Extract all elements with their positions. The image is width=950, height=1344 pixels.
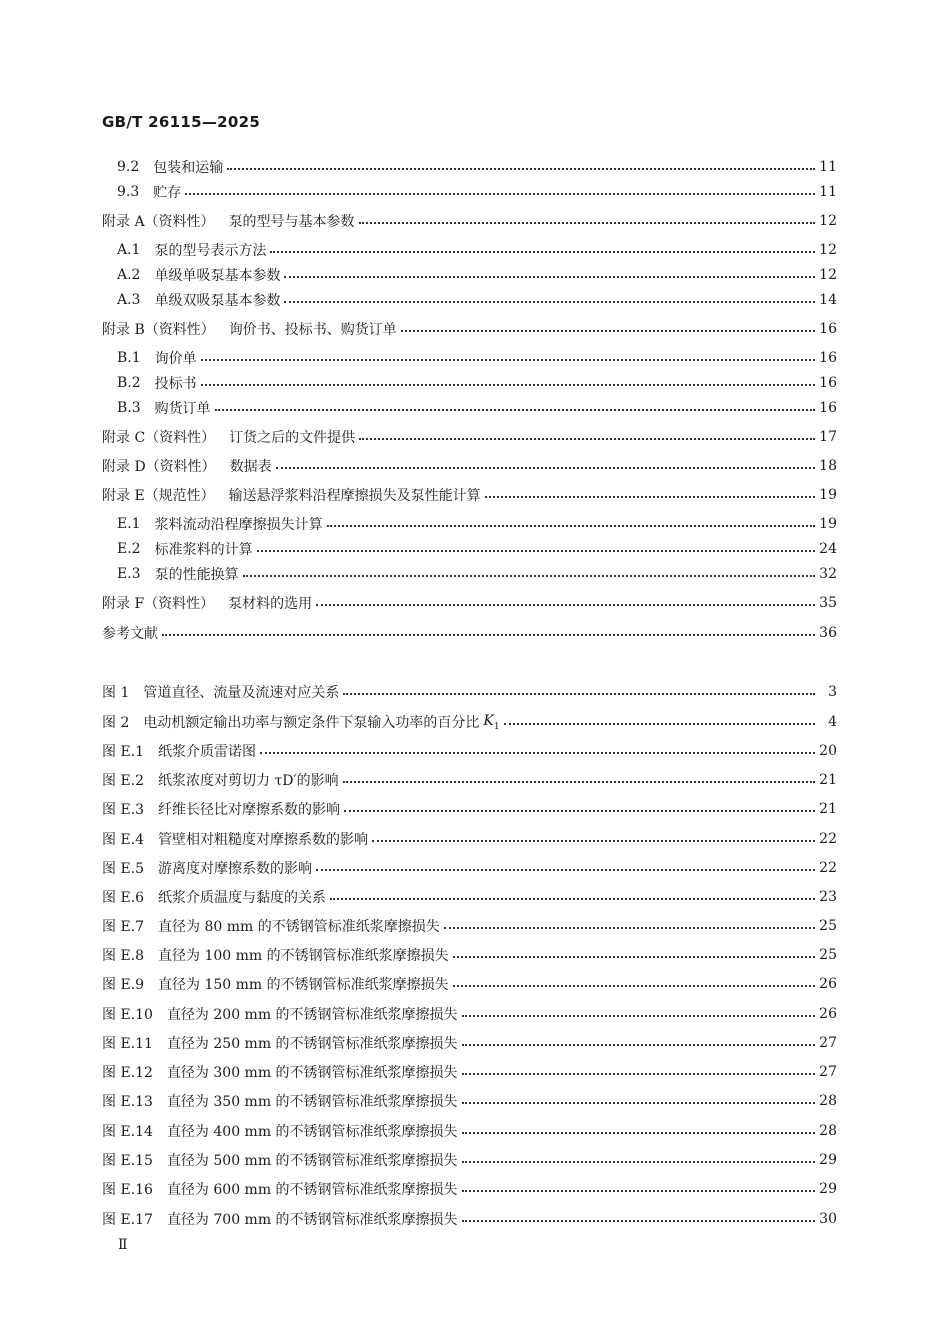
- dot-leader: [260, 740, 815, 762]
- toc-entry-row[interactable]: [117, 181, 837, 203]
- figure-entry-page-number: 30: [819, 1211, 837, 1227]
- toc-entry-row[interactable]: [117, 397, 837, 419]
- toc-entry-page-number: 17: [819, 429, 837, 445]
- toc-entry-page-number: 12: [819, 267, 837, 283]
- toc-entry-title: 输送悬浮浆料沿程摩擦损失及泵性能计算: [228, 488, 481, 504]
- figure-entry-title: 直径为 250 mm 的不锈钢管标准纸浆摩擦损失: [166, 1036, 458, 1052]
- figure-entry-row[interactable]: [102, 886, 837, 908]
- dot-leader: [462, 1032, 815, 1054]
- toc-entry-row[interactable]: [117, 372, 837, 394]
- figure-entry-row[interactable]: [102, 1178, 837, 1200]
- dot-leader: [462, 1003, 815, 1025]
- toc-entry-row[interactable]: [102, 622, 837, 644]
- figure-entry-row[interactable]: [102, 1208, 837, 1230]
- dot-leader: [344, 798, 815, 820]
- toc-entry-row[interactable]: [117, 156, 837, 178]
- figure-entry-number: 图 E.7: [102, 919, 145, 935]
- toc-entry-title: 泵材料的选用: [228, 596, 313, 612]
- toc-entry-number: B.3: [117, 400, 141, 416]
- figure-entry-title: 管壁相对粗糙度对摩擦系数的影响: [158, 832, 369, 848]
- figure-entry-title: 直径为 150 mm 的不锈钢管标准纸浆摩擦损失: [158, 977, 449, 993]
- dot-leader: [316, 857, 815, 879]
- figure-entry-number: 图 E.16: [102, 1182, 153, 1198]
- dot-leader: [453, 944, 815, 966]
- toc-entry-row[interactable]: [117, 289, 837, 311]
- toc-entry-row[interactable]: [117, 239, 837, 261]
- figure-entry-title: 直径为 700 mm 的不锈钢管标准纸浆摩擦损失: [166, 1212, 458, 1228]
- toc-entry-title: 泵的性能换算: [154, 567, 239, 583]
- figure-entry-title: 电动机额定输出功率与额定条件下泵输入功率的百分比: [143, 715, 480, 731]
- toc-entry-page-number: 11: [819, 159, 837, 175]
- figure-entry-row[interactable]: [102, 769, 837, 791]
- dot-leader: [185, 181, 815, 203]
- toc-entry-number: 附录 C（资料性）: [102, 430, 216, 446]
- dot-leader: [215, 397, 815, 419]
- dot-leader: [257, 538, 815, 560]
- toc-entry-page-number: 12: [819, 213, 837, 229]
- toc-entry-number: A.3: [117, 292, 141, 308]
- figure-entry-number: 图 E.2: [102, 773, 145, 789]
- dot-leader: [462, 1149, 815, 1171]
- toc-entry-number: A.1: [117, 242, 141, 258]
- figure-entry-title: 游离度对摩擦系数的影响: [158, 861, 313, 877]
- toc-entry-number: A.2: [117, 267, 141, 283]
- figure-entry-number: 图 E.8: [102, 948, 145, 964]
- figure-entry-title: 直径为 600 mm 的不锈钢管标准纸浆摩擦损失: [166, 1182, 458, 1198]
- figure-entry-row[interactable]: [102, 1003, 837, 1025]
- toc-entry-row[interactable]: [117, 563, 837, 585]
- figure-entry-row[interactable]: [102, 1090, 837, 1112]
- toc-entry-number: 9.2: [117, 159, 140, 175]
- symbol-k-subscript: 1: [493, 721, 500, 732]
- toc-entry-page-number: 18: [819, 458, 837, 474]
- toc-entry-title: 订货之后的文件提供: [229, 430, 356, 446]
- toc-entry-number: E.3: [117, 566, 141, 582]
- toc-entry-page-number: 24: [819, 541, 837, 557]
- toc-entry-number: 附录 F（资料性）: [102, 596, 215, 612]
- figure-entry-page-number: 25: [819, 918, 837, 934]
- figure-entry-number: 图 E.13: [102, 1094, 153, 1110]
- toc-entry-row[interactable]: [102, 592, 837, 614]
- toc-entry-number: 附录 D（资料性）: [102, 459, 216, 475]
- toc-entry-number: B.2: [117, 375, 141, 391]
- toc-entry-page-number: 16: [819, 350, 837, 366]
- toc-entry-row[interactable]: [117, 513, 837, 535]
- toc-entry-title: 包装和运输: [153, 160, 224, 176]
- toc-entry-number: 附录 E（规范性）: [102, 488, 215, 504]
- dot-leader: [270, 239, 815, 261]
- figure-entry-title: 直径为 80 mm 的不锈钢管标准纸浆摩擦损失: [158, 919, 440, 935]
- figure-entry-page-number: 29: [819, 1152, 837, 1168]
- figure-entry-number: 图 E.3: [102, 802, 145, 818]
- figure-entry-page-number: 28: [819, 1123, 837, 1139]
- dot-leader: [462, 1090, 815, 1112]
- toc-entry-page-number: 32: [819, 566, 837, 582]
- figure-entry-page-number: 22: [819, 831, 837, 847]
- dot-leader: [462, 1061, 815, 1083]
- toc-entry-title: 参考文献: [102, 626, 158, 642]
- dot-leader: [327, 513, 815, 535]
- document-code-header: GB/T 26115—2025: [102, 113, 261, 131]
- dot-leader: [284, 264, 815, 286]
- symbol-k1: [483, 713, 499, 732]
- dot-leader: [343, 681, 815, 703]
- figure-entry-title: 纸浆介质雷诺图: [158, 744, 257, 760]
- toc-entry-page-number: 16: [819, 321, 837, 337]
- figure-entry-number: 图 E.11: [102, 1036, 153, 1052]
- figure-entry-page-number: 3: [828, 684, 837, 700]
- dot-leader: [462, 1178, 815, 1200]
- figure-entry-title: 直径为 200 mm 的不锈钢管标准纸浆摩擦损失: [166, 1007, 458, 1023]
- figure-entry-row[interactable]: [102, 915, 837, 937]
- toc-entry-row[interactable]: [117, 264, 837, 286]
- figure-entry-number: 图 E.14: [102, 1124, 153, 1140]
- figure-entry-number: 图 E.6: [102, 890, 145, 906]
- toc-entry-title: 标准浆料的计算: [154, 542, 253, 558]
- figure-entry-title: 直径为 350 mm 的不锈钢管标准纸浆摩擦损失: [166, 1094, 458, 1110]
- dot-leader: [330, 886, 815, 908]
- dot-leader: [444, 915, 815, 937]
- figure-entry-title: 直径为 100 mm 的不锈钢管标准纸浆摩擦损失: [158, 948, 449, 964]
- dot-leader: [462, 1120, 815, 1142]
- toc-entry-row[interactable]: [102, 484, 837, 506]
- figure-entry-row[interactable]: [102, 1120, 837, 1142]
- toc-entry-title: 单级双吸泵基本参数: [154, 293, 281, 309]
- dot-leader: [453, 973, 815, 995]
- figure-entry-title: 直径为 500 mm 的不锈钢管标准纸浆摩擦损失: [166, 1153, 458, 1169]
- figure-entry-page-number: 23: [819, 889, 837, 905]
- dot-leader: [316, 592, 815, 614]
- dot-leader: [276, 455, 815, 477]
- figure-entry-page-number: 21: [819, 772, 837, 788]
- figure-entry-page-number: 27: [819, 1035, 837, 1051]
- figure-entry-number: 图 E.5: [102, 861, 145, 877]
- figure-entry-number: 图 1: [102, 685, 130, 701]
- toc-entry-row[interactable]: [102, 210, 837, 232]
- figure-entry-title: 管道直径、流量及流速对应关系: [143, 685, 340, 701]
- toc-entry-row[interactable]: [102, 455, 837, 477]
- figure-entry-number: 图 E.1: [102, 744, 145, 760]
- figure-entry-page-number: 22: [819, 860, 837, 876]
- toc-entry-title: 询价单: [154, 351, 197, 367]
- figure-entry-page-number: 21: [819, 801, 837, 817]
- figure-entry-title: 直径为 300 mm 的不锈钢管标准纸浆摩擦损失: [166, 1065, 458, 1081]
- toc-entry-title: 浆料流动沿程摩擦损失计算: [154, 517, 323, 533]
- dot-leader: [343, 769, 815, 791]
- figure-entry-title: 纸浆浓度对剪切力 τD′的影响: [158, 773, 339, 789]
- toc-entry-page-number: 35: [819, 595, 837, 611]
- figure-entry-number: 图 2: [102, 715, 130, 731]
- dot-leader: [162, 622, 815, 644]
- figure-entry-page-number: 26: [819, 1006, 837, 1022]
- toc-entry-page-number: 16: [819, 375, 837, 391]
- figure-entry-row[interactable]: [102, 711, 837, 733]
- toc-entry-title: 单级单吸泵基本参数: [154, 268, 281, 284]
- figure-entry-number: 图 E.15: [102, 1153, 153, 1169]
- dot-leader: [485, 484, 815, 506]
- figure-entry-page-number: 4: [828, 714, 837, 730]
- toc-entry-title: 询价书、投标书、购货订单: [228, 322, 397, 338]
- figure-entry-row[interactable]: [102, 973, 837, 995]
- toc-entry-title: 泵的型号表示方法: [154, 243, 267, 259]
- figure-entry-row[interactable]: [102, 1061, 837, 1083]
- toc-entry-title: 贮存: [153, 185, 182, 201]
- toc-entry-page-number: 19: [819, 516, 837, 532]
- dot-leader: [504, 711, 815, 733]
- figure-entry-row[interactable]: [102, 828, 837, 850]
- figure-entry-row[interactable]: [102, 798, 837, 820]
- dot-leader: [201, 372, 815, 394]
- toc-entry-page-number: 14: [819, 292, 837, 308]
- toc-entry-number: B.1: [117, 350, 141, 366]
- figure-entry-row[interactable]: [102, 1032, 837, 1054]
- figure-entry-title: 纤维长径比对摩擦系数的影响: [158, 802, 341, 818]
- figure-entry-title: 纸浆介质温度与黏度的关系: [158, 890, 327, 906]
- figure-entry-row[interactable]: [102, 857, 837, 879]
- toc-entry-page-number: 11: [819, 184, 837, 200]
- dot-leader: [284, 289, 815, 311]
- figure-entry-page-number: 26: [819, 976, 837, 992]
- figure-entry-row[interactable]: [102, 681, 837, 703]
- figure-entry-number: 图 E.17: [102, 1212, 153, 1228]
- page-number-footer: Ⅱ: [118, 1237, 128, 1253]
- figure-entry-number: 图 E.12: [102, 1065, 153, 1081]
- figure-entry-page-number: 20: [819, 743, 837, 759]
- figure-entry-page-number: 27: [819, 1064, 837, 1080]
- dot-leader: [359, 210, 815, 232]
- toc-entry-number: E.1: [117, 516, 141, 532]
- dot-leader: [462, 1208, 815, 1230]
- toc-entry-page-number: 12: [819, 242, 837, 258]
- dot-leader: [401, 318, 815, 340]
- toc-entry-title: 泵的型号与基本参数: [228, 214, 355, 230]
- toc-entry-number: 附录 A（资料性）: [102, 214, 215, 230]
- toc-entry-title: 投标书: [154, 376, 197, 392]
- dot-leader: [243, 563, 815, 585]
- figure-entry-page-number: 29: [819, 1181, 837, 1197]
- figure-entry-title: 直径为 400 mm 的不锈钢管标准纸浆摩擦损失: [166, 1124, 458, 1140]
- symbol-k: K: [483, 712, 494, 729]
- toc-entry-page-number: 19: [819, 487, 837, 503]
- toc-entry-row[interactable]: [117, 347, 837, 369]
- figure-entry-row[interactable]: [102, 944, 837, 966]
- toc-entry-row[interactable]: [102, 318, 837, 340]
- toc-entry-title: 数据表: [229, 459, 272, 475]
- toc-entry-number: 9.3: [117, 184, 140, 200]
- dot-leader: [227, 156, 815, 178]
- figure-entry-page-number: 28: [819, 1093, 837, 1109]
- dot-leader: [201, 347, 815, 369]
- dot-leader: [372, 828, 815, 850]
- toc-entry-number: E.2: [117, 541, 141, 557]
- figure-entry-number: 图 E.10: [102, 1007, 153, 1023]
- figure-entry-number: 图 E.4: [102, 832, 145, 848]
- toc-entry-row[interactable]: [117, 538, 837, 560]
- dot-leader: [359, 426, 815, 448]
- figure-entry-page-number: 25: [819, 947, 837, 963]
- toc-entry-title: 购货订单: [154, 401, 211, 417]
- figure-entry-row[interactable]: [102, 1149, 837, 1171]
- toc-entry-row[interactable]: [102, 426, 837, 448]
- toc-entry-page-number: 16: [819, 400, 837, 416]
- figure-entry-number: 图 E.9: [102, 977, 145, 993]
- toc-entry-number: 附录 B（资料性）: [102, 322, 215, 338]
- toc-entry-page-number: 36: [819, 625, 837, 641]
- figure-entry-row[interactable]: [102, 740, 837, 762]
